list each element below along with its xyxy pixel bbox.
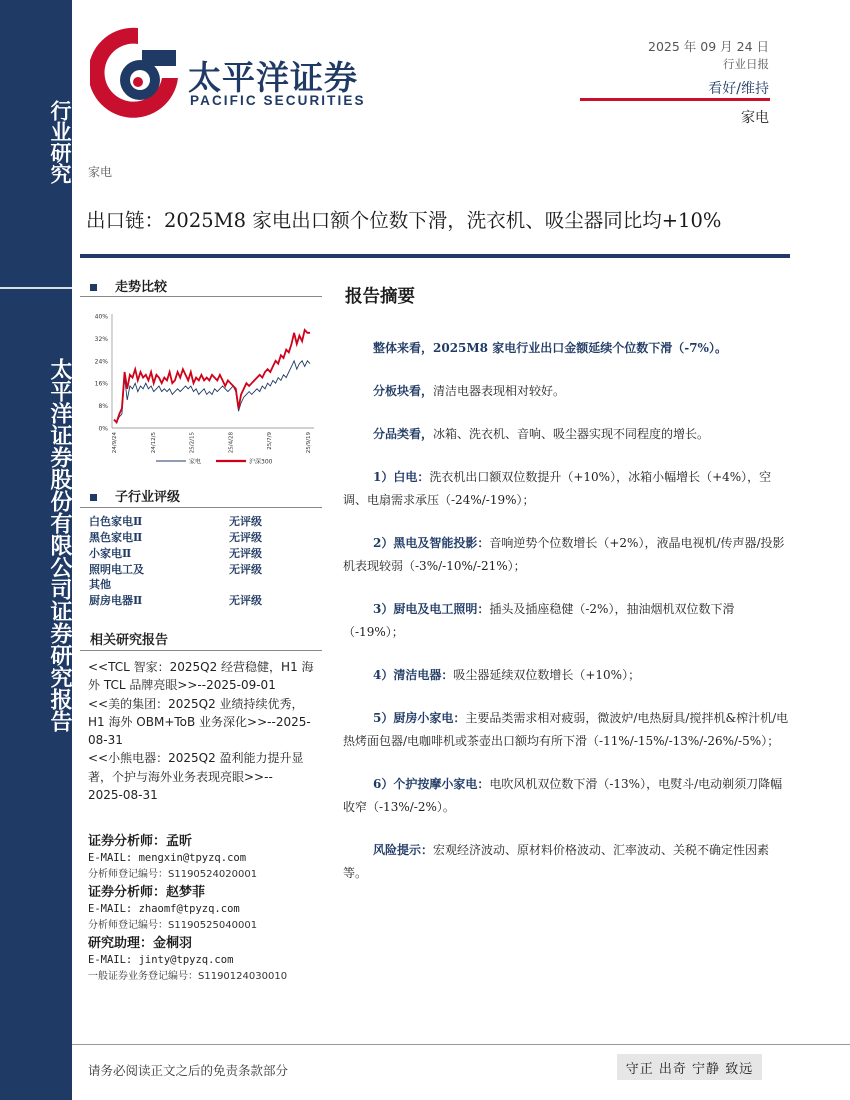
sub-industry-name: 厨房电器Ⅱ (89, 593, 143, 607)
abstract-paragraph (343, 532, 791, 578)
abstract-text: 宏观经济波动、原材料价格波动、汇率波动、关税不确定性因素等。 (343, 843, 770, 880)
abstract-lead: 3）厨电及电工照明： (373, 602, 490, 616)
related-heading: 相关研究报告 (90, 633, 169, 648)
series-line-hs300 (114, 330, 310, 422)
abstract-lead: 2）黑电及智能投影： (373, 536, 490, 550)
series-line-appliance (114, 361, 310, 423)
footer-motto: 守正 出奇 宁静 致远 (617, 1054, 762, 1080)
sub-industry-name: 小家电Ⅱ (89, 547, 132, 560)
abstract-lead: 1）白电： (373, 470, 430, 484)
sub-industry-rating: 无评级 (229, 515, 262, 528)
legend-label: 家电 (189, 458, 202, 466)
y-tick-label: 24% (94, 358, 108, 366)
y-tick-label: 16% (94, 380, 108, 388)
analyst-name: 研究助理：金桐羽 (88, 936, 193, 951)
logo-en-text: PACIFIC SECURITIES (190, 93, 366, 108)
analyst-name: 证券分析师：赵梦菲 (88, 885, 206, 900)
analyst-email[interactable]: E-MAIL: zhaomf@tpyzq.com (88, 903, 240, 915)
trend-heading (90, 276, 167, 295)
pacific-logo-icon (90, 18, 180, 128)
abstract-text: 冰箱、洗衣机、音响、吸尘器实现不同程度的增长。 (433, 427, 710, 441)
title-rule (80, 254, 790, 258)
sub-industry-name: 白色家电Ⅱ (89, 515, 143, 528)
y-tick-label: 8% (98, 403, 108, 411)
related-report-link[interactable]: <<美的集团：2025Q2 业绩持续优秀， H1 海外 OBM+ToB 业务深化>>--2025- 08-31 (88, 696, 311, 748)
abstract-paragraph (343, 773, 791, 819)
related-report-link[interactable]: <<TCL 智家：2025Q2 经营稳健，H1 海 外 TCL 品牌亮眼>>--2025-09-01 (88, 660, 314, 693)
sub-industry-name: 照明电工及 其他 (89, 563, 144, 591)
table-row (89, 531, 324, 546)
sub-industry-rule (80, 507, 322, 508)
analyst-registration: 一般证券业务登记编号：S1190124030010 (88, 971, 288, 982)
abstract-body (343, 337, 791, 905)
table-row (89, 563, 324, 592)
footer-disclaimer: 请务必阅读正文之后的免责条款部分 (88, 1063, 289, 1078)
trend-rule (80, 296, 322, 297)
abstract-text: 洗衣机出口额双位数提升（+10%），冰箱小幅增长（+4%），空调、电扇需求承压（-24%/-19%）； (343, 470, 772, 507)
trend-chart (86, 306, 322, 470)
abstract-paragraph (343, 423, 791, 446)
sub-industry-rating: 无评级 (229, 563, 262, 576)
abstract-lead: 5）厨房小家电： (373, 711, 466, 725)
x-tick-label: 25/4/28 (228, 432, 235, 454)
abstract-paragraph (343, 664, 791, 687)
related-report-link[interactable]: <<小熊电器：2025Q2 盈利能力提升显 著，个护与海外业务表现亮眼>>-- 2025-08-31 (88, 751, 304, 803)
x-tick-label: 25/7/9 (267, 432, 274, 450)
y-tick-label: 40% (94, 313, 108, 321)
abstract-text: 电吹风机双位数下滑（-13%），电熨斗/电动剃须刀降幅收窄（-13%/-2%）。 (343, 777, 783, 814)
abstract-paragraph (343, 839, 791, 885)
sub-industry-rating: 无评级 (229, 531, 262, 544)
abstract-lead: 风险提示： (373, 843, 434, 857)
abstract-lead: 分板块看， (373, 384, 434, 398)
x-tick-label: 24/9/24 (112, 432, 118, 454)
abstract-lead: 4）清洁电器： (373, 668, 454, 682)
trend-heading-text: 走势比较 (115, 280, 168, 295)
table-row (89, 547, 324, 562)
related-rule (80, 650, 322, 651)
abstract-text: 音响逆势个位数增长（+2%），液晶电视机/传声器/投影机表现较弱（-3%/-10%/-21%）； (343, 536, 785, 573)
analyst-name: 证券分析师：孟昕 (88, 834, 193, 849)
sidebar-divider (0, 287, 72, 289)
bullet-square-icon (90, 284, 97, 291)
analyst-email[interactable]: E-MAIL: jinty@tpyzq.com (88, 954, 234, 966)
footer-rule (72, 1044, 850, 1045)
sub-industry-rating: 无评级 (229, 547, 262, 560)
page-title: 出口链：2025M8 家电出口额个位数下滑，洗衣机、吸尘器同比均+10% (86, 209, 722, 232)
x-tick-label: 25/9/19 (306, 432, 312, 454)
report-date: 2025 年 09 月 24 日 (648, 39, 769, 54)
related-list (88, 658, 328, 804)
abstract-lead: 整体来看，2025M8 家电行业出口金额延续个位数下滑（-7%）。 (373, 341, 727, 355)
header-sector: 家电 (741, 110, 769, 126)
abstract-paragraph (343, 380, 791, 403)
abstract-lead: 分品类看， (373, 427, 434, 441)
analyst-registration: 分析师登记编号：S1190525040001 (88, 920, 258, 931)
abstract-paragraph (343, 466, 791, 512)
abstract-paragraph (343, 707, 791, 753)
sub-industry-table (89, 515, 324, 610)
analyst-email[interactable]: E-MAIL: mengxin@tpyzq.com (88, 852, 247, 864)
abstract-text: 吸尘器延续双位数增长（+10%）； (453, 668, 641, 682)
sidebar-company-label: 太平洋证券股份有限公司证券研究报告 (47, 358, 73, 732)
analyst-list (88, 832, 328, 985)
analyst-registration: 分析师登记编号：S1190524020001 (88, 869, 258, 880)
abstract-paragraph (343, 598, 791, 644)
table-row (89, 515, 324, 530)
rating-label: 看好/维持 (708, 81, 769, 97)
y-tick-label: 32% (94, 335, 108, 343)
logo-cn-text: 太平洋证券 (188, 58, 358, 97)
header-red-rule (580, 98, 770, 101)
sub-industry-heading-text: 子行业评级 (115, 490, 181, 505)
abstract-heading: 报告摘要 (345, 287, 415, 307)
sub-industry-rating: 无评级 (229, 593, 262, 607)
x-tick-label: 25/2/15 (189, 432, 196, 454)
abstract-paragraph (343, 337, 791, 360)
sector-tag: 家电 (88, 165, 113, 179)
report-type: 行业日报 (723, 57, 769, 71)
legend-label: 沪深300 (249, 458, 273, 466)
abstract-lead: 6）个护按摩小家电： (373, 777, 490, 791)
abstract-text: 主要品类需求相对疲弱，微波炉/电热厨具/搅拌机&榨汁机/电热烤面包器/电咖啡机或茶壶出口额均有所下滑（-11%/-15%/-13%/-26%/-5%）； (343, 711, 789, 748)
sub-industry-heading (90, 486, 180, 505)
abstract-text: 插头及插座稳健（-2%），抽油烟机双位数下滑（-19%）； (343, 602, 735, 639)
y-tick-label: 0% (98, 425, 108, 433)
sidebar-category-label: 行业研究 (48, 100, 73, 184)
bullet-square-icon (90, 494, 97, 501)
abstract-text: 清洁电器表现相对较好。 (433, 384, 566, 398)
sub-industry-name: 黑色家电Ⅱ (89, 531, 143, 544)
table-row (89, 594, 324, 609)
x-tick-label: 24/12/5 (150, 432, 157, 454)
left-sidebar (0, 0, 72, 1100)
